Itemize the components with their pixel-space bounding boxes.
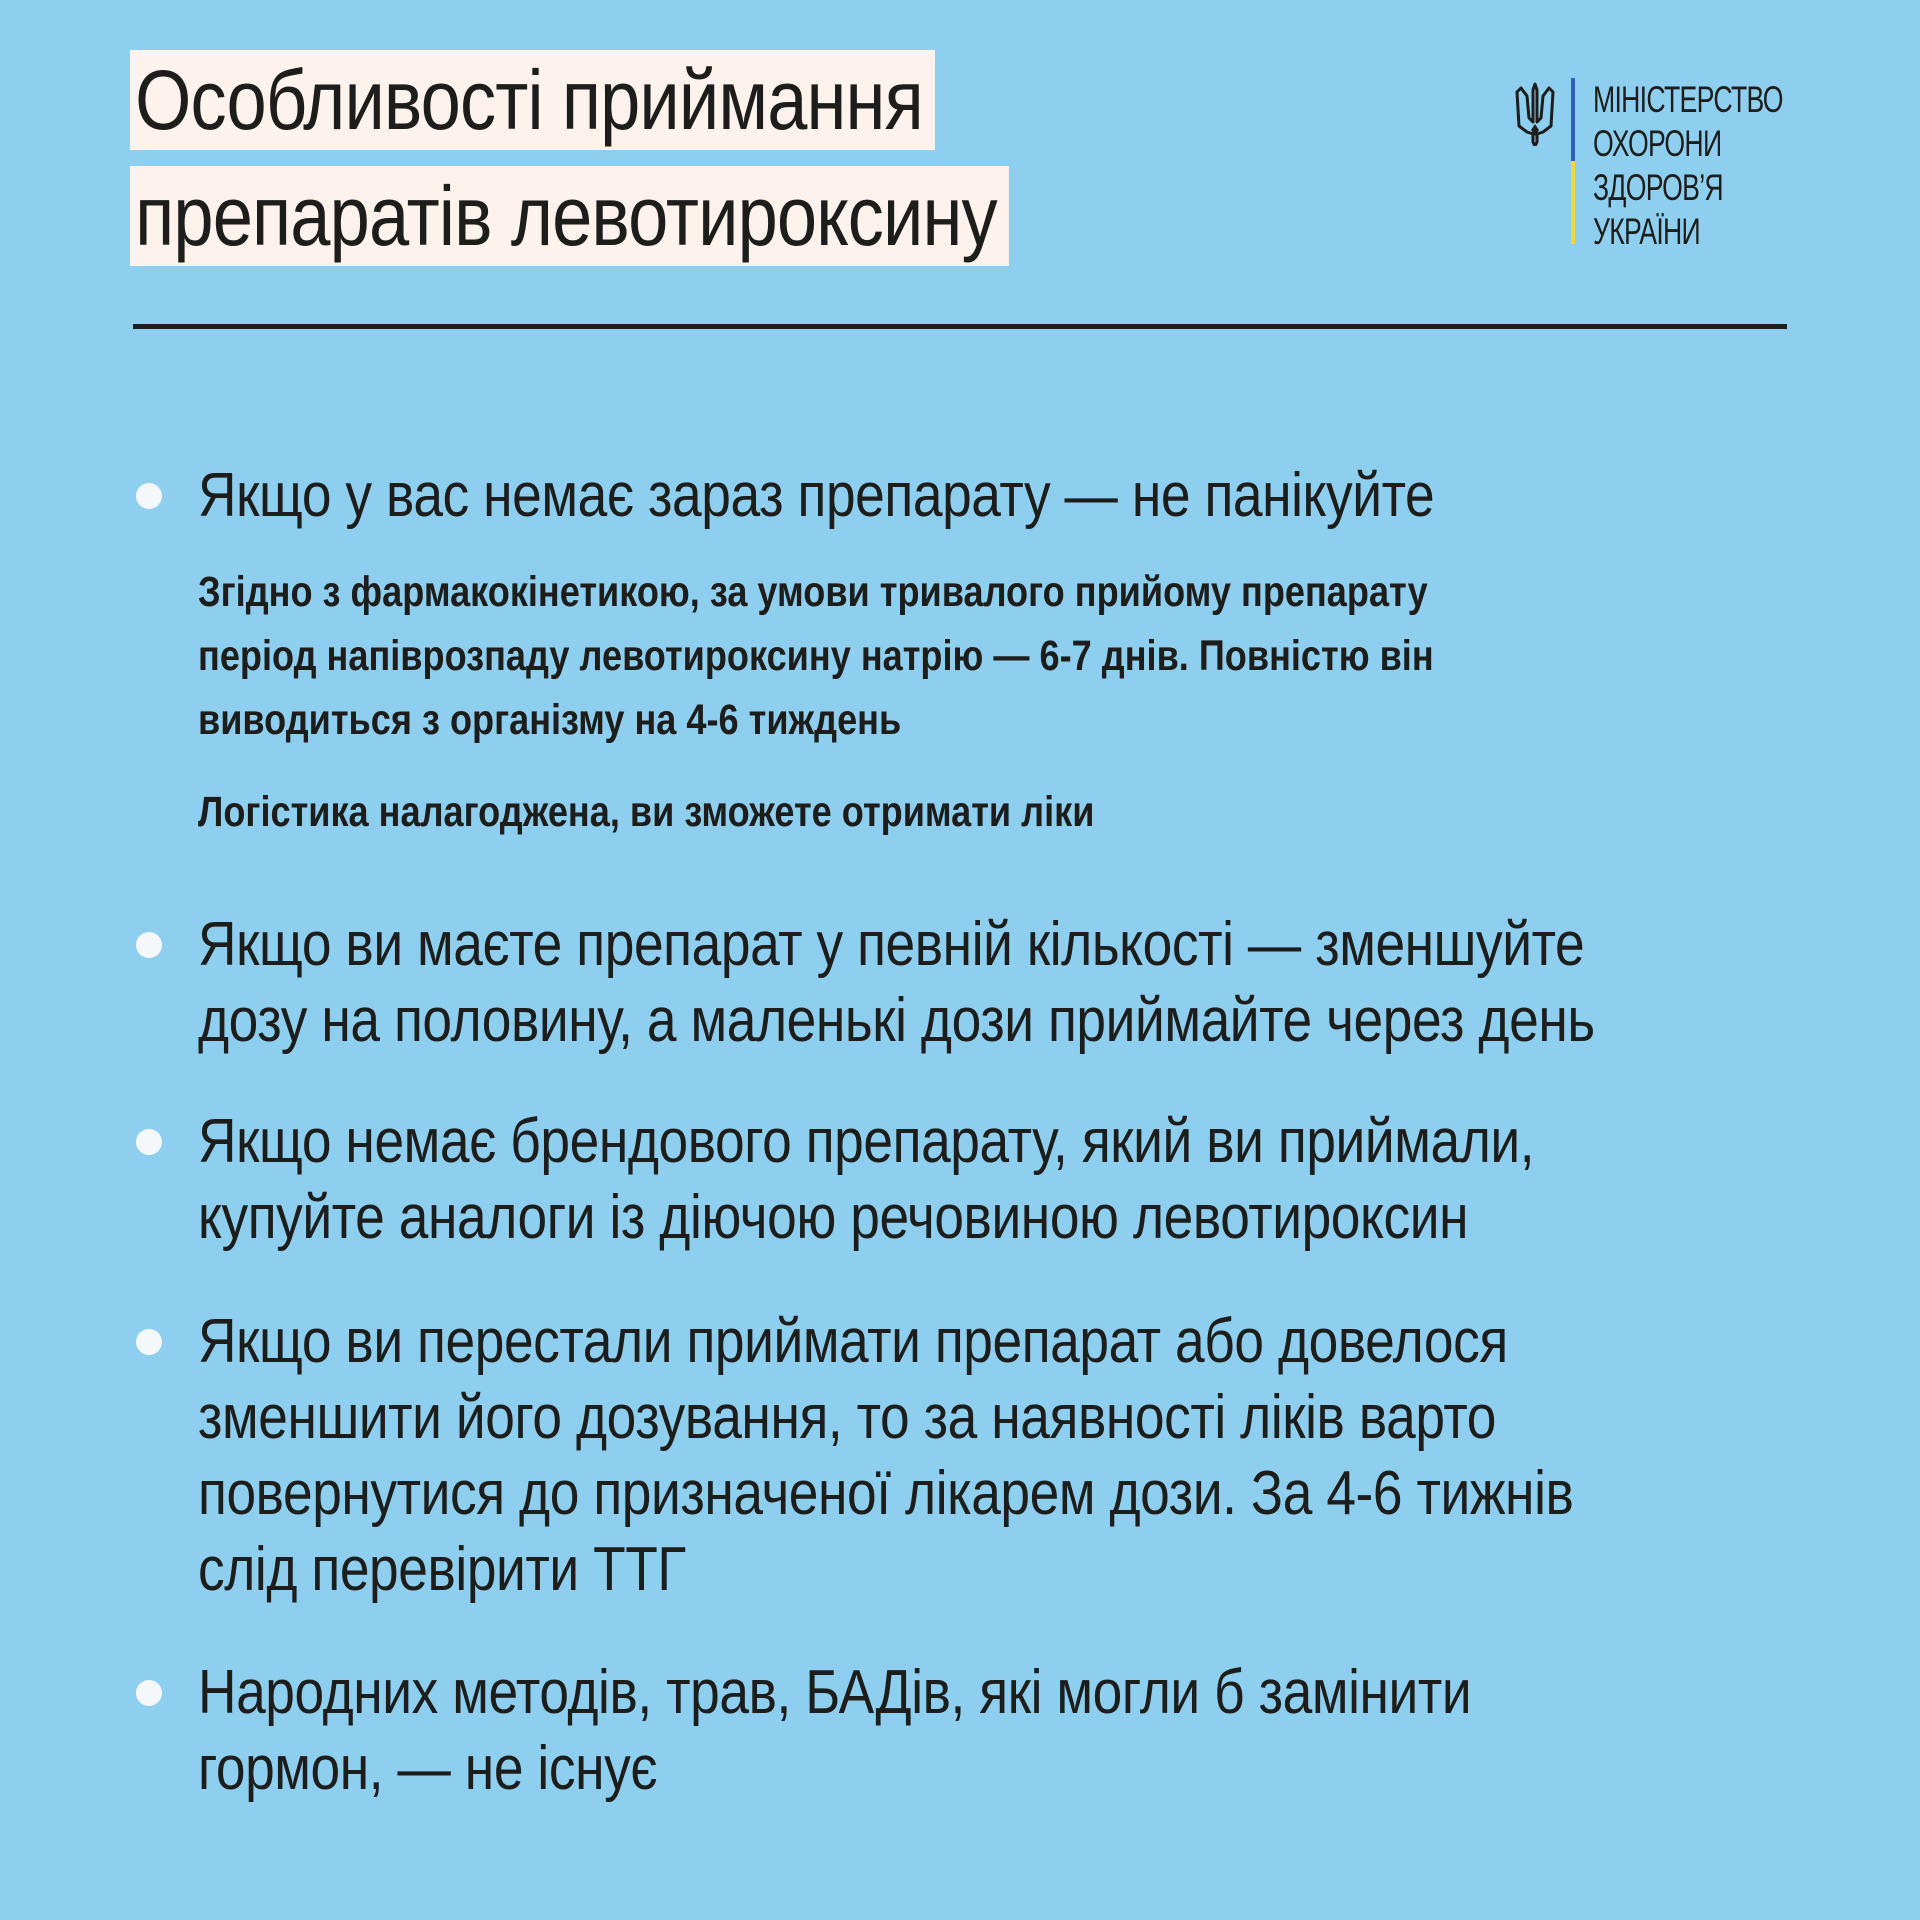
- trident-icon: [1515, 82, 1555, 146]
- bullet-1-detail-logistics: Логістика налагоджена, ви зможете отримати ліки: [198, 788, 1095, 836]
- bullet-item-3: Якщо немає брендового препарату, який ви приймали, купуйте аналоги із діючою речовиною левотироксин: [198, 1107, 1535, 1252]
- bullet-item-2: Якщо ви маєте препарат у певній кількості — зменшуйте дозу на половину, а маленькі дози приймайте через день: [198, 910, 1595, 1055]
- bullet-item-4: Якщо ви перестали приймати препарат або довелося зменшити його дозування, то за наявності ліків варто повернутися до призначеної лікарем дози. За 4-6 тижнів слід перевірити ТТГ: [198, 1307, 1574, 1604]
- bullet-dot: [136, 1680, 162, 1706]
- bullet-1-detail-pharmacokinetics: Згідно з фармакокінетикою, за умови тривалого прийому препарату період напіврозпаду левотироксину натрію — 6-7 днів. Повністю він виводиться з організму на 4-6 тиждень: [198, 568, 1434, 744]
- bullet-dot: [136, 483, 162, 509]
- bullet-dot: [136, 932, 162, 958]
- logo-flag-bar: [1571, 78, 1575, 244]
- title-line-1: Особливості приймання: [130, 50, 935, 150]
- page-title: [130, 50, 1152, 266]
- title-line-2: препаратів левотироксину: [130, 166, 1009, 266]
- title-divider: [133, 324, 1787, 329]
- ministry-name: МІНІСТЕРСТВО ОХОРОНИ ЗДОРОВ’Я УКРАЇНИ: [1593, 79, 1783, 252]
- bullet-dot: [136, 1129, 162, 1155]
- bullet-item-5: Народних методів, трав, БАДів, які могли б замінити гормон, — не існує: [198, 1658, 1472, 1803]
- bullet-dot: [136, 1329, 162, 1355]
- ministry-logo: [1515, 78, 1785, 252]
- bullet-item-1: Якщо у вас немає зараз препарату — не панікуйте: [198, 461, 1435, 530]
